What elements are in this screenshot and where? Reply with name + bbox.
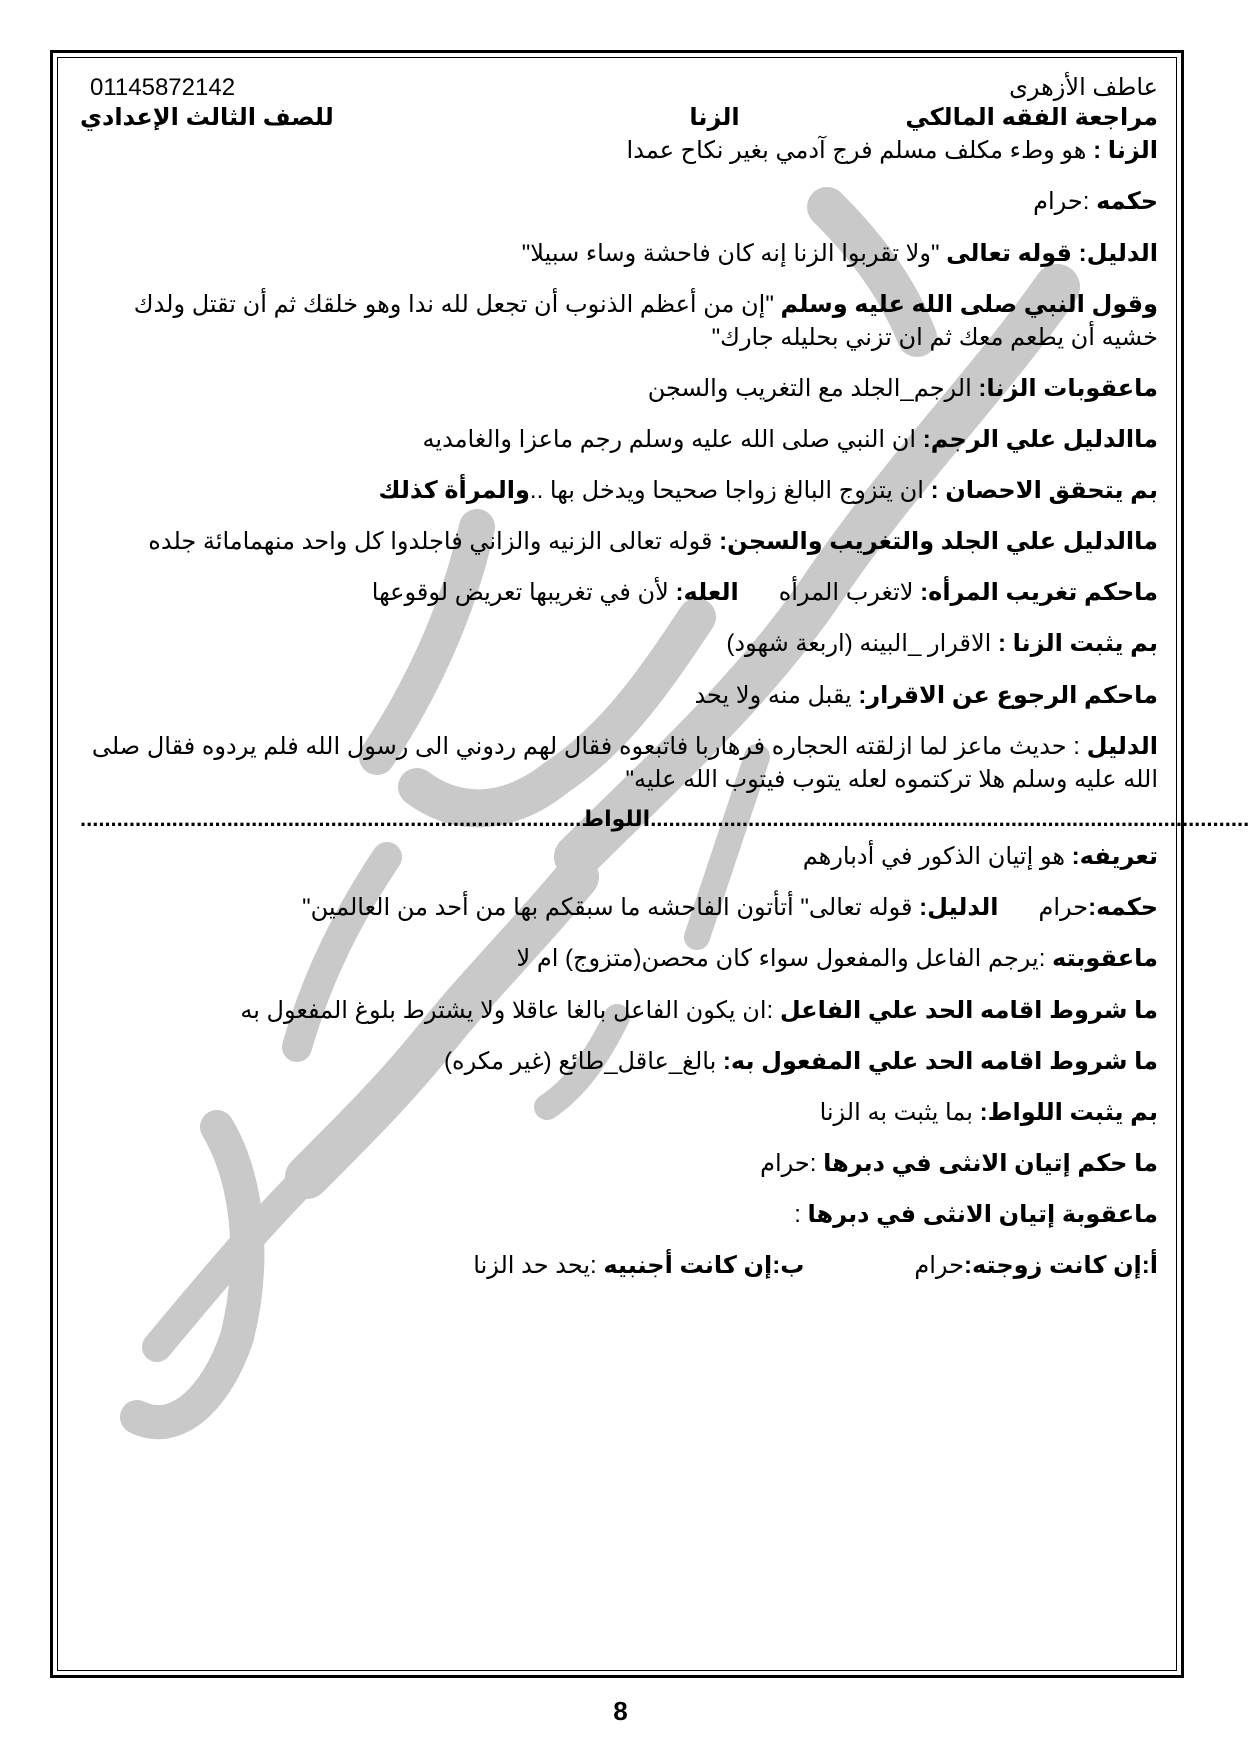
author-name: عاطف الأزهرى [1009,74,1158,101]
flogging-evidence: ماالدليل علي الجلد والتغريب والسجن: قوله تعالى الزنيه والزاني فاجلدوا كل واحد منهمامائة جلده [148,528,1158,556]
object-conditions: ما شروط اقامه الحد علي المفعول به: بالغ_عاقل_طائع (غير مكره) [444,1047,1158,1075]
phone-number: 01145872142 [90,74,236,101]
ihsan-condition: بم يتحقق الاحصان : ان يتزوج البالغ زواجا صحيحا ويدخل بها ..والمرأة كذلك [378,477,1158,505]
retraction-evidence: الدليل : حديث ماعز لما ازلقته الحجاره فرهاربا فاتبعوه فقال لهم ردوني الى رسول الله فلم يردوه فقال صلى الله عليه وسلم هلا تركتموه لعله يتوب فيتوب الله عليه" [91,732,1158,793]
course-title: مراجعة الفقه المالكي [905,104,1158,132]
zina-definition: الزنا : هو وطء مكلف مسلم فرج آدمي بغير نكاح عمدا [626,137,1158,165]
retraction-ruling: ماحكم الرجوع عن الاقرار: يقبل منه ولا يحد [694,681,1158,709]
grade-title: للصف الثالث الإعدادي [80,104,334,132]
zina-evidence: الدليل: قوله تعالى "ولا تقربوا الزنا إنه كان فاحشة وساء سبيلا" [521,239,1158,267]
zina-hadith: وقول النبي صلى الله عليه وسلم "إن من أعظم الذنوب أن تجعل لله ندا وهو خلقك ثم أن تقتل ولدك خشيه أن يطعم معك ثم ان تزني بحليله جارك" [133,290,1158,351]
stoning-evidence: ماالدليل علي الرجم: ان النبي صلى الله عليه وسلم رجم ماعزا والغامديه [422,425,1158,453]
liwat-ruling: حكمه:حرامالدليل: قوله تعالى" أتأتون الفاحشه ما سبقكم بها من أحد من العالمين" [302,894,1158,922]
anal-punishment: ماعقوبة إتيان الانثى في دبرها : [794,1200,1158,1228]
anal-ruling: ما حكم إتيان الانثى في دبرها :حرام [760,1149,1158,1177]
liwat-punishment: ماعقوبته :يرجم الفاعل والمفعول سواء كان محصن(متزوج) ام لا [516,945,1158,973]
anal-cases: أ:إن كانت زوجته:حرامب:إن كانت أجنبيه :يحد حد الزنا [473,1252,1158,1280]
zina-ruling: حكمه :حرام [1033,188,1158,216]
page-content [80,72,1249,1282]
doer-conditions: ما شروط اقامه الحد علي الفاعل :ان يكون الفاعل بالغا عاقلا ولا يشترط بلوغ المفعول به [240,996,1158,1024]
topic-title: الزنا [689,104,740,132]
header [80,72,1158,103]
liwat-definition: تعريفه: هو إتيان الذكور في أدبارهم [802,843,1158,871]
title-row [80,101,1158,134]
section-title-liwat: اللواط [581,805,651,831]
woman-exile-ruling: ماحكم تغريب المرأه: لاتغرب المرأهالعله: لأن في تغريبها تعريض لوقوعها [371,579,1158,607]
section-divider: ..................................................................................اللواط.................................................................................................. [80,805,1249,831]
liwat-proof: بم يثبت اللواط: بما يثبت به الزنا [819,1098,1158,1126]
page-number: 8 [613,1696,628,1726]
zina-proof: بم يثبت الزنا : الاقرار _البينه (اربعة شهود) [726,630,1158,658]
zina-punishments: ماعقوبات الزنا: الرجم_الجلد مع التغريب والسجن [647,374,1158,402]
